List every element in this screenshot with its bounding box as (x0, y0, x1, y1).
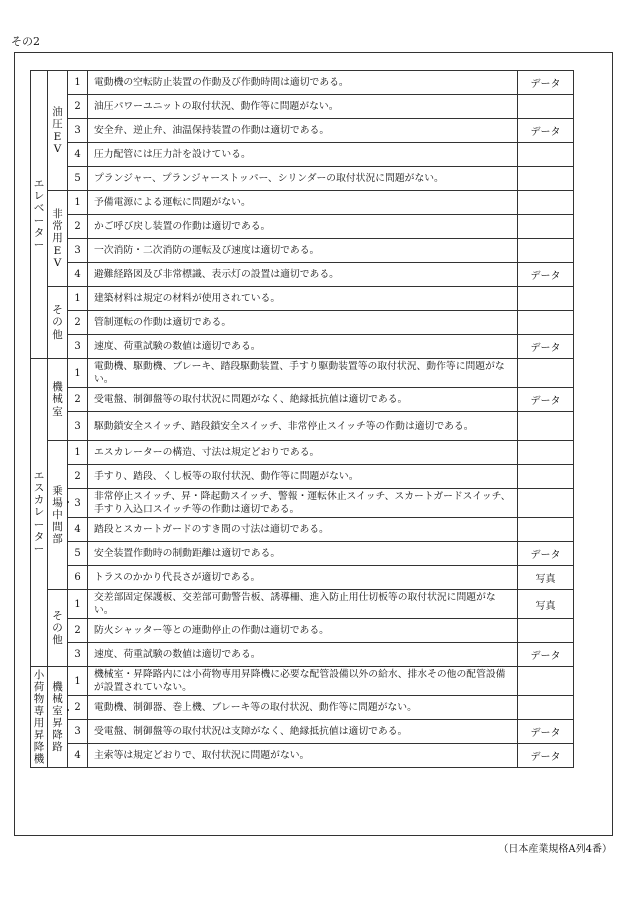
item-text: 電動機、駆動機、ブレーキ、踏段駆動装置、手すり駆動装置等の取付状況、動作等に問題がない。 (88, 359, 518, 388)
item-text: トラスのかかり代長さが適切である。 (88, 566, 518, 590)
item-number: 2 (68, 215, 88, 239)
item-note (518, 287, 574, 311)
table-row (31, 119, 574, 143)
item-number: 4 (68, 518, 88, 542)
table-row (31, 465, 574, 489)
table-row (31, 441, 574, 465)
item-text: 受電盤、制御盤等の取付状況は支障がなく、絶縁抵抗値は適切である。 (88, 720, 518, 744)
item-note: データ (518, 71, 574, 95)
item-text: 駆動鎖安全スイッチ、踏段鎖安全スイッチ、非常停止スイッチ等の作動は適切である。 (88, 412, 518, 441)
footer-note: （日本産業規格A列4番） (498, 844, 612, 855)
group-label: 乗場・中間部 (52, 484, 74, 546)
item-note (518, 465, 574, 489)
item-note: データ (518, 542, 574, 566)
item-number: 2 (68, 619, 88, 643)
item-note: 写真 (518, 590, 574, 619)
item-number: 4 (68, 263, 88, 287)
table-row (31, 489, 574, 518)
category-cell (31, 359, 48, 667)
item-number: 1 (68, 359, 88, 388)
item-note: データ (518, 720, 574, 744)
item-text: プランジャー、プランジャーストッパー、シリンダーの取付状況に問題がない。 (88, 167, 518, 191)
item-number: 2 (68, 95, 88, 119)
item-note: データ (518, 119, 574, 143)
item-number: 2 (68, 311, 88, 335)
item-text: 圧力配管には圧力計を設けている。 (88, 143, 518, 167)
item-note (518, 489, 574, 518)
item-text: 受電盤、制御盤等の取付状況に問題がなく、絶縁抵抗値は適切である。 (88, 388, 518, 412)
item-note (518, 441, 574, 465)
item-note: データ (518, 744, 574, 768)
table-row (31, 542, 574, 566)
item-note (518, 696, 574, 720)
group-cell (48, 71, 68, 191)
item-text: 速度、荷重試験の数値は適切である。 (88, 335, 518, 359)
category-label: エスカレーター (33, 470, 45, 555)
item-note (518, 143, 574, 167)
item-number: 5 (68, 167, 88, 191)
group-cell (48, 359, 68, 441)
item-number: 5 (68, 542, 88, 566)
item-number: 1 (68, 71, 88, 95)
item-number: 1 (68, 667, 88, 696)
item-note: データ (518, 263, 574, 287)
item-note: 写真 (518, 566, 574, 590)
item-number: 1 (68, 441, 88, 465)
item-text: 交差部固定保護板、交差部可動警告板、誘導柵、進入防止用仕切板等の取付状況に問題がない。 (88, 590, 518, 619)
table-row (31, 359, 574, 388)
item-number: 4 (68, 744, 88, 768)
item-number: 2 (68, 465, 88, 489)
item-number: 3 (68, 335, 88, 359)
item-note (518, 619, 574, 643)
group-label: 油圧EV (52, 106, 63, 155)
inspection-table (30, 70, 574, 768)
group-label: その他 (52, 609, 63, 647)
item-text: 避難経路図及び非常標識、表示灯の設置は適切である。 (88, 263, 518, 287)
item-note: データ (518, 335, 574, 359)
table-row (31, 143, 574, 167)
table-row (31, 311, 574, 335)
item-note (518, 359, 574, 388)
page-label: その2 (11, 35, 40, 48)
item-note: データ (518, 388, 574, 412)
item-note (518, 215, 574, 239)
table-row (31, 720, 574, 744)
table-row (31, 388, 574, 412)
table-row (31, 71, 574, 95)
item-text: 電動機の空転防止装置の作動及び作動時間は適切である。 (88, 71, 518, 95)
item-text: 一次消防・二次消防の運転及び速度は適切である。 (88, 239, 518, 263)
table-row (31, 263, 574, 287)
group-cell (48, 287, 68, 359)
item-note (518, 311, 574, 335)
item-number: 4 (68, 143, 88, 167)
item-note (518, 518, 574, 542)
item-text: かご呼び戻し装置の作動は適切である。 (88, 215, 518, 239)
table-row (31, 667, 574, 696)
item-text: エスカレーターの構造、寸法は規定どおりである。 (88, 441, 518, 465)
table-row (31, 239, 574, 263)
table-row (31, 287, 574, 311)
group-label: 機械室・昇降路 (52, 680, 74, 754)
item-number: 2 (68, 696, 88, 720)
table-row (31, 566, 574, 590)
item-number: 1 (68, 191, 88, 215)
table-row (31, 696, 574, 720)
item-text: 安全弁、逆止弁、油温保持装置の作動は適切である。 (88, 119, 518, 143)
table-row (31, 167, 574, 191)
table-row (31, 619, 574, 643)
category-label: エレベーター (33, 178, 45, 251)
item-text: 建築材料は規定の材料が使用されている。 (88, 287, 518, 311)
item-number: 3 (68, 643, 88, 667)
item-text: 機械室・昇降路内には小荷物専用昇降機に必要な配管設備以外の給水、排水その他の配管設備が設置されていない。 (88, 667, 518, 696)
item-text: 電動機、制御器、巻上機、ブレーキ等の取付状況、動作等に問題がない。 (88, 696, 518, 720)
item-note: データ (518, 643, 574, 667)
item-note (518, 239, 574, 263)
group-cell (48, 667, 74, 768)
item-number: 3 (68, 119, 88, 143)
item-number: 3 (68, 720, 88, 744)
item-text: 予備電源による運転に問題がない。 (88, 191, 518, 215)
table-row (31, 744, 574, 768)
item-text: 主索等は規定どおりで、取付状況に問題がない。 (88, 744, 518, 768)
group-label: その他 (52, 304, 63, 341)
item-text: 手すり、踏段、くし板等の取付状況、動作等に問題がない。 (88, 465, 518, 489)
item-text: 油圧パワーユニットの取付状況、動作等に問題がない。 (88, 95, 518, 119)
category-label: 小荷物専用昇降機 (33, 668, 45, 766)
item-note (518, 191, 574, 215)
item-text: 速度、荷重試験の数値は適切である。 (88, 643, 518, 667)
item-text: 安全装置作動時の制動距離は適切である。 (88, 542, 518, 566)
table-row (31, 643, 574, 667)
item-number: 1 (68, 590, 88, 619)
item-number: 2 (68, 388, 88, 412)
table-row (31, 590, 574, 619)
table-row (31, 95, 574, 119)
category-cell (31, 667, 48, 768)
item-note (518, 667, 574, 696)
table-row (31, 412, 574, 441)
item-note (518, 412, 574, 441)
group-cell (48, 191, 68, 287)
item-number: 6 (68, 566, 88, 590)
group-cell (48, 590, 68, 667)
group-cell (48, 441, 74, 590)
item-note (518, 167, 574, 191)
item-text: 管制運転の作動は適切である。 (88, 311, 518, 335)
category-cell (31, 71, 48, 359)
table-row (31, 518, 574, 542)
group-label: 機械室 (52, 381, 63, 418)
item-number: 1 (68, 287, 88, 311)
table-row (31, 215, 574, 239)
item-number: 3 (68, 412, 88, 441)
table-row (31, 191, 574, 215)
item-text: 防火シャッター等との連動停止の作動は適切である。 (88, 619, 518, 643)
table-row (31, 335, 574, 359)
item-note (518, 95, 574, 119)
group-label: 非常用EV (52, 208, 63, 269)
item-text: 踏段とスカートガードのすき間の寸法は適切である。 (88, 518, 518, 542)
item-number: 3 (68, 239, 88, 263)
item-number: 3 (68, 489, 88, 518)
item-text: 非常停止スイッチ、昇・降起動スイッチ、警報・運転休止スイッチ、スカートガードスイッチ、手すり入込口スイッチ等の作動は適切である。 (88, 489, 518, 518)
